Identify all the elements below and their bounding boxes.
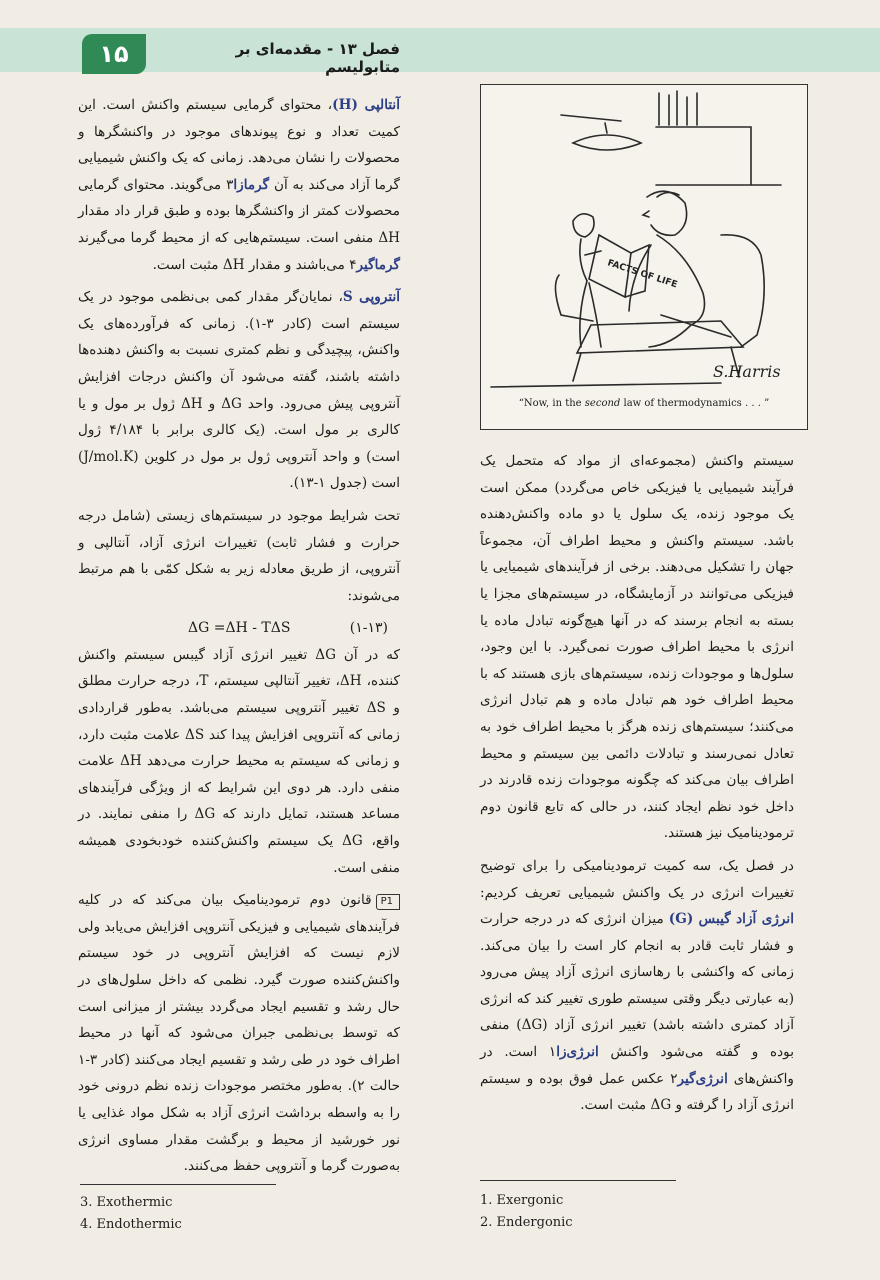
paragraph-gibbs-terms: که در آن ΔG تغییر انرژی آزاد گیبس سیستم واکنش کننده، ΔH، تغییر آنتالپی سیستم، T، درجه حرارت مطلق و ΔS تغییر آنتروپی سیستم می‌باشد. به‌طور قراردادی زمانی که آنتروپی افزایش پیدا کند ΔS علامت مثبت دارد، و زمانی که سیستم به محیط حرارت می‌دهد ΔH علامت منفی دارد. هر دوی این شرایط که از ویژگی فرآیندهای مساعد هستند، تمایل دارند که ΔG را منفی نمایند. در واقع، ΔG یک سیستم واکنش‌کننده خودبخودی همیشه منفی است. (78, 646, 400, 876)
right-column (78, 92, 400, 1186)
cartoon-figure (480, 84, 808, 430)
cartoon-caption: “Now, in the second law of thermodynamics . . . ” (518, 398, 770, 409)
footnote-1: 1. Exergonic (480, 1193, 564, 1208)
p1-tag: P1 (376, 894, 400, 910)
cartoon-illustration (481, 85, 807, 429)
paragraph-enthalpy: آنتالپی (H)، محتوای گرمایی سیستم واکنش است. این کمیت تعداد و نوع پیوندهای موجود در واکنشگرها و محصولات را نشان می‌دهد. زمانی که یک واکنش شیمیایی گرما آزاد می‌کند به آن گرمازا۳ می‌گویند. محتوای گرمایی محصولات کمتر از واکنشگرها بوده و طبق قرار داد مقدار ΔH منفی است. سیستم‌هایی که از محیط گرما می‌گیرند گرماگیر۴ می‌باشند و مقدار ΔH مثبت است. (78, 97, 400, 273)
paragraph-conditions: تحت شرایط موجود در سیستم‌های زیستی (شامل درجه حرارت و فشار ثابت) تغییرات انرژی آزاد، آنتالپی و آنتروپی، از طریق معادله زیر به شکل کمّی با هم مرتبط می‌شوند: (78, 507, 400, 604)
book-title: FACTS OF LIFE (606, 258, 679, 291)
term-exergonic: انرژی‌زا (556, 1044, 599, 1061)
page-number: ۱۵ (82, 34, 146, 74)
paragraph-reaction-system: سیستم واکنش (مجموعه‌ای از مواد که متحمل یک فرآیند شیمیایی یا فیزیکی خاص می‌گردد) ممکن است یک موجود زنده، یک سلول یا دو ماده واکنش‌دهنده باشد. سیستم واکنش و محیط اطراف آن، مجموعاً جهان را تشکیل می‌دهند. برخی از فرآیندهای شیمیایی یا فیزیکی می‌توانند در آزمایشگاه، در سیستم‌های مجزا یا بسته به انجام برسند که در آنها هیچ‌گونه تبادل ماده یا انرژی با محیط اطراف صورت نمی‌گیرد. با این وجود، سلول‌ها و موجودات زنده، سیستم‌های بازی هستند که با محیط اطراف خود هم تبادل ماده و هم تبادل انرژی می‌کنند؛ سیستم‌های زنده هرگز با محیط اطراف خود به تعادل نمی‌رسند و تبادلات دائمی بین سیستم و محیط اطراف بیان می‌کند که چگونه موجودات زنده قادرند در داخل خود نظم ایجاد کنند، در حالی که تابع قانون دوم ترمودینامیک نیز هستند. (480, 453, 794, 842)
paragraph-free-energy: در فصل یک، سه کمیت ترمودینامیکی را برای توضیح تغییرات انرژی در یک واکنش شیمیایی تعریف کردیم: انرژی آزاد گیبس (G) میزان انرژی که در درجه حرارت و فشار ثابت قادر به انجام کار است را بیان می‌کند. زمانی که واکنشی با رهاسازی انرژی آزاد پیش می‌رود (به عبارتی دیگر وقتی سیستم طوری تغییر کند که انرژی آزاد کمتری داشته باشد) تغییر انرژی آزاد (ΔG) منفی بوده و گفته می‌شود واکنش انرژی‌زا۱ است. در واکنش‌های انرژی‌گیر۲ عکس عمل فوق بوده و سیستم انرژی آزاد را گرفته و ΔG مثبت است. (480, 857, 794, 1114)
footnote-3: 3. Exothermic (80, 1195, 173, 1210)
term-gibbs: انرژی آزاد گیبس (G) (668, 911, 794, 928)
term-entropy: آنتروپی S (342, 289, 400, 306)
equation-row (78, 615, 400, 642)
term-exothermic: گرمازا (233, 176, 270, 193)
term-enthalpy: آنتالپی (H) (332, 97, 400, 113)
footnote-4: 4. Endothermic (80, 1217, 182, 1232)
footnote-2: 2. Endergonic (480, 1215, 573, 1230)
equation: ΔG =ΔH - TΔS (188, 620, 291, 637)
paragraph-second-law: P1قانون دوم ترمودینامیک بیان می‌کند که در کلیه فرآیندهای شیمیایی و فیزیکی آنتروپی افزایش می‌یابد ولی لازم نیست که افزایش آنتروپی در خود سیستم واکنش‌کننده صورت گیرد. نظمی که داخل سلول‌های در حال رشد و تقسیم ایجاد می‌گردد بیشتر از میزانی است که توسط بی‌نظمی جبران می‌شود که آنها در محیط اطراف خود در طی رشد و تقسیم ایجاد می‌کنند (کادر ۳-۱ حالت ۲). به‌طور مختصر موجودات زنده نظم درونی خود را به واسطه برداشت انرژی آزاد به شکل مواد غذایی یا نور خورشید از محیط و برگشت مقدار مساوی انرژی به‌صورت گرما و آنتروپی حفظ می‌کنند. (78, 892, 400, 1175)
footnotes-right (80, 1192, 320, 1236)
term-endergonic: انرژی‌گیر (677, 1070, 728, 1087)
term-endothermic: گرماگیر (356, 256, 400, 273)
chapter-title: فصل ۱۳ - مقدمه‌ای بر متابولیسم (235, 40, 400, 76)
footnote-rule-left (480, 1180, 676, 1181)
footnotes-left (480, 1190, 720, 1234)
paragraph-entropy: آنتروپی S، نمایان‌گر مقدار کمی بی‌نظمی موجود در یک سیستم است (کادر ۳-۱). زمانی که فرآورده‌های یک واکنش، پیچیدگی و نظم کمتری نسبت به واکنش دهنده‌ها داشته باشند، گفته می‌شود آن واکنش درجات افزایش آنتروپی پیش می‌رود. واحد ΔG و ΔH ژول بر مول و یا کالری بر مول است. (یک کالری برابر با ۴/۱۸۴ ژول است) و واحد آنتروپی ژول بر مول در کلوین (J/mol.K) است (جدول ۱-۱۳). (78, 289, 400, 492)
footnote-rule-right (80, 1184, 276, 1185)
cartoonist-signature: S.Harris (713, 362, 781, 381)
left-column (480, 448, 794, 1125)
equation-number: (۱-۱۳) (349, 620, 388, 637)
